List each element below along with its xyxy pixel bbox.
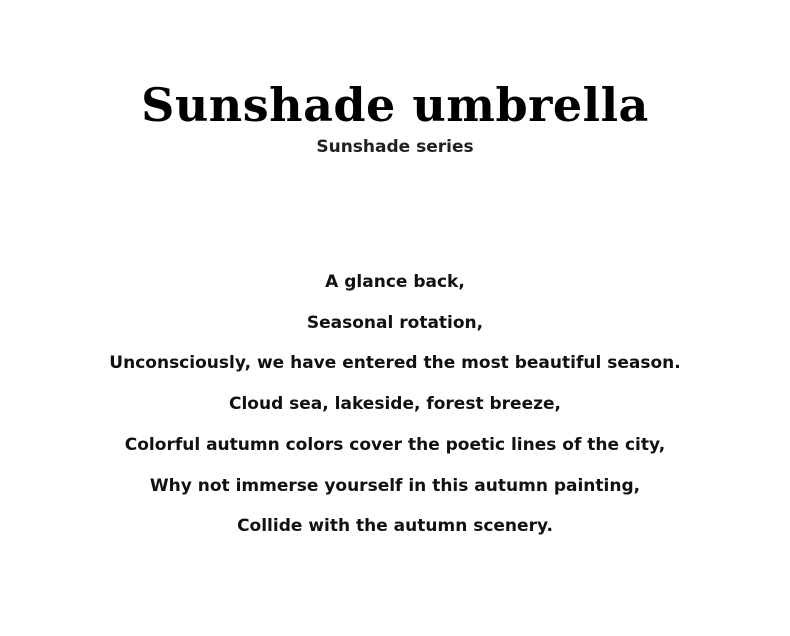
poem-line: Why not immerse yourself in this autumn painting, bbox=[149, 475, 641, 496]
page-subtitle: Sunshade series bbox=[316, 137, 474, 157]
page-title: Sunshade umbrella bbox=[141, 78, 649, 132]
poem-line: Colorful autumn colors cover the poetic lines of the city, bbox=[124, 434, 666, 455]
poem-text bbox=[0, 262, 790, 547]
poem-line: A glance back, bbox=[325, 272, 465, 292]
poem-line: Collide with the autumn scenery. bbox=[237, 516, 553, 537]
poem-line: Cloud sea, lakeside, forest breeze, bbox=[228, 394, 561, 415]
poem-line: Seasonal rotation, bbox=[306, 312, 484, 333]
poem-line: Unconsciously, we have entered the most beautiful season. bbox=[109, 353, 681, 374]
